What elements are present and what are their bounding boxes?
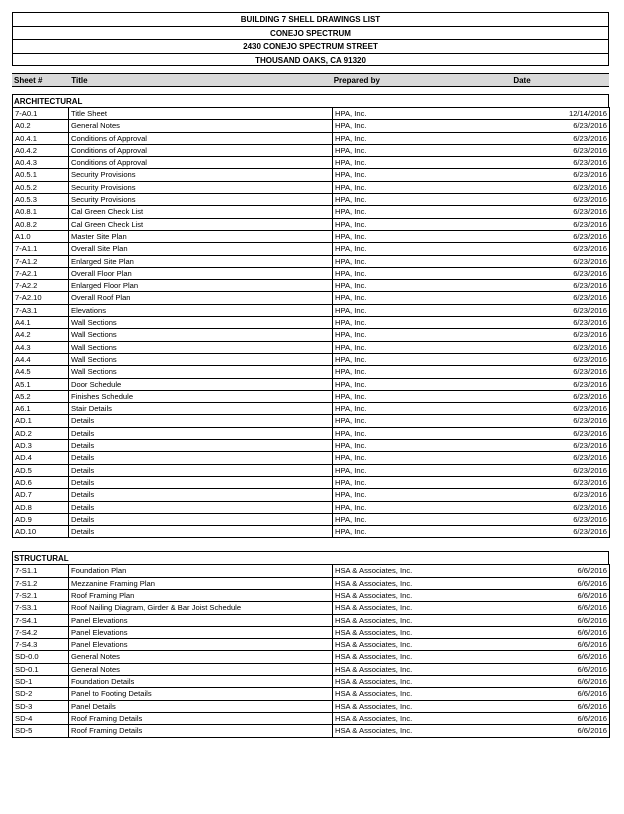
date-cell: 6/23/2016 (513, 464, 610, 476)
sheet-number-cell: SD-0.0 (13, 651, 69, 663)
table-row (13, 663, 610, 675)
date-cell: 6/23/2016 (513, 415, 610, 427)
table-row (13, 243, 610, 255)
prepared-by-cell: HPA, Inc. (333, 501, 513, 513)
table-row (13, 267, 610, 279)
column-header-row (12, 73, 609, 87)
date-cell: 6/23/2016 (513, 243, 610, 255)
table-row (13, 452, 610, 464)
prepared-by-cell: HSA & Associates, Inc. (333, 614, 513, 626)
sheet-number-cell: AD.4 (13, 452, 69, 464)
prepared-by-cell: HPA, Inc. (333, 452, 513, 464)
title-cell: Security Provisions (69, 181, 333, 193)
sheet-number-cell: SD-3 (13, 700, 69, 712)
table-row (13, 157, 610, 169)
sheet-number-cell: A0.5.1 (13, 169, 69, 181)
title-cell: Roof Framing Plan (69, 589, 333, 601)
date-cell: 6/6/2016 (513, 688, 610, 700)
date-cell: 6/23/2016 (513, 181, 610, 193)
sheet-number-cell: SD-1 (13, 676, 69, 688)
prepared-by-cell: HSA & Associates, Inc. (333, 712, 513, 724)
date-cell: 6/6/2016 (513, 626, 610, 638)
title-cell: General Notes (69, 663, 333, 675)
sheet-number-cell: A4.1 (13, 317, 69, 329)
table-row (13, 169, 610, 181)
title-cell: General Notes (69, 120, 333, 132)
sheet-number-cell: A0.8.2 (13, 218, 69, 230)
date-cell: 6/23/2016 (513, 292, 610, 304)
date-cell: 6/23/2016 (513, 120, 610, 132)
project-address: 2430 CONEJO SPECTRUM STREET (12, 39, 609, 53)
title-cell: Conditions of Approval (69, 144, 333, 156)
title-cell: Wall Sections (69, 353, 333, 365)
date-cell: 6/23/2016 (513, 230, 610, 242)
section-heading: ARCHITECTURAL (12, 94, 609, 107)
date-cell: 6/23/2016 (513, 489, 610, 501)
table-row (13, 390, 610, 402)
prepared-by-cell: HPA, Inc. (333, 476, 513, 488)
sheet-number-cell: 7-A2.1 (13, 267, 69, 279)
sheet-number-cell: 7-A2.10 (13, 292, 69, 304)
date-cell: 6/6/2016 (513, 614, 610, 626)
table-row (13, 614, 610, 626)
title-cell: Roof Nailing Diagram, Girder & Bar Joist Schedule (69, 602, 333, 614)
sheet-number-cell: A0.2 (13, 120, 69, 132)
table-row (13, 577, 610, 589)
section-heading: STRUCTURAL (12, 551, 609, 564)
sheet-number-cell: 7-A0.1 (13, 108, 69, 120)
date-cell: 6/23/2016 (513, 341, 610, 353)
project-name: CONEJO SPECTRUM (12, 26, 609, 40)
date-cell: 6/6/2016 (513, 700, 610, 712)
date-cell: 6/23/2016 (513, 378, 610, 390)
prepared-by-cell: HSA & Associates, Inc. (333, 639, 513, 651)
prepared-by-cell: HPA, Inc. (333, 378, 513, 390)
title-cell: Overall Floor Plan (69, 267, 333, 279)
sheet-number-cell: 7-A1.2 (13, 255, 69, 267)
table-row (13, 280, 610, 292)
sheet-number-cell: A0.4.2 (13, 144, 69, 156)
title-cell: Panel Elevations (69, 639, 333, 651)
title-cell: Cal Green Check List (69, 218, 333, 230)
prepared-by-cell: HPA, Inc. (333, 353, 513, 365)
prepared-by-cell: HPA, Inc. (333, 526, 513, 538)
date-cell: 6/23/2016 (513, 353, 610, 365)
prepared-by-cell: HSA & Associates, Inc. (333, 565, 513, 577)
title-cell: Foundation Details (69, 676, 333, 688)
sections-container (12, 94, 609, 738)
sheet-number-cell: 7-S4.3 (13, 639, 69, 651)
table-row (13, 602, 610, 614)
title-cell: Roof Framing Details (69, 712, 333, 724)
prepared-by-cell: HSA & Associates, Inc. (333, 577, 513, 589)
sheet-number-cell: SD-5 (13, 725, 69, 737)
date-cell: 6/6/2016 (513, 676, 610, 688)
prepared-by-cell: HPA, Inc. (333, 464, 513, 476)
prepared-by-cell: HPA, Inc. (333, 329, 513, 341)
date-cell: 6/23/2016 (513, 280, 610, 292)
sheet-number-cell: 7-S1.1 (13, 565, 69, 577)
sheet-number-cell: AD.9 (13, 513, 69, 525)
date-cell: 6/23/2016 (513, 194, 610, 206)
prepared-by-cell: HPA, Inc. (333, 243, 513, 255)
table-row (13, 292, 610, 304)
column-header-sheet: Sheet # (14, 76, 43, 85)
sheet-number-cell: AD.2 (13, 427, 69, 439)
table-row (13, 218, 610, 230)
prepared-by-cell: HSA & Associates, Inc. (333, 602, 513, 614)
title-cell: Wall Sections (69, 341, 333, 353)
title-cell: Enlarged Site Plan (69, 255, 333, 267)
date-cell: 6/6/2016 (513, 565, 610, 577)
title-cell: Wall Sections (69, 317, 333, 329)
prepared-by-cell: HPA, Inc. (333, 304, 513, 316)
table-row (13, 626, 610, 638)
sheet-number-cell: A0.4.1 (13, 132, 69, 144)
sheet-number-cell: A4.5 (13, 366, 69, 378)
title-cell: Title Sheet (69, 108, 333, 120)
title-cell: Conditions of Approval (69, 132, 333, 144)
prepared-by-cell: HPA, Inc. (333, 157, 513, 169)
title-cell: Panel to Footing Details (69, 688, 333, 700)
sheet-number-cell: A0.4.3 (13, 157, 69, 169)
date-cell: 6/23/2016 (513, 390, 610, 402)
prepared-by-cell: HSA & Associates, Inc. (333, 589, 513, 601)
project-city: THOUSAND OAKS, CA 91320 (12, 53, 609, 67)
title-cell: Finishes Schedule (69, 390, 333, 402)
table-row (13, 676, 610, 688)
date-cell: 12/14/2016 (513, 108, 610, 120)
title-cell: General Notes (69, 651, 333, 663)
prepared-by-cell: HSA & Associates, Inc. (333, 663, 513, 675)
table-row (13, 565, 610, 577)
drawings-table (12, 107, 610, 538)
table-row (13, 639, 610, 651)
title-cell: Roof Framing Details (69, 725, 333, 737)
section-spacer (12, 538, 609, 551)
table-row (13, 255, 610, 267)
prepared-by-cell: HPA, Inc. (333, 513, 513, 525)
prepared-by-cell: HPA, Inc. (333, 255, 513, 267)
table-row (13, 501, 610, 513)
date-cell: 6/23/2016 (513, 267, 610, 279)
title-cell: Security Provisions (69, 194, 333, 206)
title-cell: Details (69, 476, 333, 488)
title-cell: Panel Elevations (69, 626, 333, 638)
date-cell: 6/23/2016 (513, 452, 610, 464)
prepared-by-cell: HPA, Inc. (333, 132, 513, 144)
table-row (13, 194, 610, 206)
date-cell: 6/23/2016 (513, 427, 610, 439)
sheet-number-cell: 7-S3.1 (13, 602, 69, 614)
table-row (13, 144, 610, 156)
sheet-number-cell: A5.1 (13, 378, 69, 390)
date-cell: 6/23/2016 (513, 317, 610, 329)
title-cell: Elevations (69, 304, 333, 316)
prepared-by-cell: HSA & Associates, Inc. (333, 688, 513, 700)
title-cell: Security Provisions (69, 169, 333, 181)
sheet-number-cell: AD.3 (13, 440, 69, 452)
date-cell: 6/6/2016 (513, 639, 610, 651)
title-cell: Mezzanine Framing Plan (69, 577, 333, 589)
sheet-number-cell: 7-S2.1 (13, 589, 69, 601)
prepared-by-cell: HPA, Inc. (333, 194, 513, 206)
table-row (13, 120, 610, 132)
date-cell: 6/23/2016 (513, 526, 610, 538)
sheet-number-cell: A4.3 (13, 341, 69, 353)
date-cell: 6/6/2016 (513, 651, 610, 663)
prepared-by-cell: HSA & Associates, Inc. (333, 700, 513, 712)
sheet-number-cell: A0.8.1 (13, 206, 69, 218)
sheet-number-cell: SD-0.1 (13, 663, 69, 675)
column-header-prepared-by: Prepared by (333, 76, 380, 85)
table-row (13, 712, 610, 724)
date-cell: 6/23/2016 (513, 501, 610, 513)
sheet-number-cell: 7-S1.2 (13, 577, 69, 589)
date-cell: 6/23/2016 (513, 218, 610, 230)
table-row (13, 489, 610, 501)
sheet-number-cell: A0.5.2 (13, 181, 69, 193)
date-cell: 6/23/2016 (513, 132, 610, 144)
prepared-by-cell: HPA, Inc. (333, 390, 513, 402)
date-cell: 6/23/2016 (513, 144, 610, 156)
prepared-by-cell: HPA, Inc. (333, 427, 513, 439)
column-header-title: Title (71, 76, 88, 85)
prepared-by-cell: HPA, Inc. (333, 144, 513, 156)
sheet-number-cell: A1.0 (13, 230, 69, 242)
table-row (13, 206, 610, 218)
title-cell: Enlarged Floor Plan (69, 280, 333, 292)
title-cell: Master Site Plan (69, 230, 333, 242)
date-cell: 6/23/2016 (513, 206, 610, 218)
table-row (13, 403, 610, 415)
document-title: BUILDING 7 SHELL DRAWINGS LIST (12, 12, 609, 26)
sheet-number-cell: 7-S4.1 (13, 614, 69, 626)
title-cell: Overall Site Plan (69, 243, 333, 255)
table-row (13, 464, 610, 476)
prepared-by-cell: HSA & Associates, Inc. (333, 725, 513, 737)
prepared-by-cell: HPA, Inc. (333, 280, 513, 292)
prepared-by-cell: HPA, Inc. (333, 366, 513, 378)
date-cell: 6/6/2016 (513, 712, 610, 724)
date-cell: 6/6/2016 (513, 725, 610, 737)
table-row (13, 427, 610, 439)
prepared-by-cell: HPA, Inc. (333, 181, 513, 193)
table-row (13, 725, 610, 737)
drawings-table (12, 564, 610, 737)
date-cell: 6/6/2016 (513, 589, 610, 601)
date-cell: 6/23/2016 (513, 513, 610, 525)
prepared-by-cell: HPA, Inc. (333, 317, 513, 329)
date-cell: 6/23/2016 (513, 255, 610, 267)
table-row (13, 341, 610, 353)
date-cell: 6/6/2016 (513, 602, 610, 614)
sheet-number-cell: 7-A1.1 (13, 243, 69, 255)
title-cell: Details (69, 415, 333, 427)
prepared-by-cell: HPA, Inc. (333, 108, 513, 120)
sheet-number-cell: A6.1 (13, 403, 69, 415)
table-row (13, 353, 610, 365)
sheet-number-cell: 7-A2.2 (13, 280, 69, 292)
prepared-by-cell: HSA & Associates, Inc. (333, 651, 513, 663)
sheet-number-cell: AD.10 (13, 526, 69, 538)
title-cell: Details (69, 440, 333, 452)
prepared-by-cell: HSA & Associates, Inc. (333, 676, 513, 688)
prepared-by-cell: HPA, Inc. (333, 292, 513, 304)
table-row (13, 366, 610, 378)
prepared-by-cell: HPA, Inc. (333, 415, 513, 427)
prepared-by-cell: HPA, Inc. (333, 267, 513, 279)
date-cell: 6/23/2016 (513, 304, 610, 316)
title-cell: Door Schedule (69, 378, 333, 390)
table-row (13, 329, 610, 341)
prepared-by-cell: HPA, Inc. (333, 489, 513, 501)
date-cell: 6/23/2016 (513, 169, 610, 181)
sheet-number-cell: SD-2 (13, 688, 69, 700)
table-row (13, 181, 610, 193)
sheet-number-cell: AD.5 (13, 464, 69, 476)
title-cell: Details (69, 427, 333, 439)
sheet-number-cell: AD.1 (13, 415, 69, 427)
table-row (13, 440, 610, 452)
prepared-by-cell: HPA, Inc. (333, 120, 513, 132)
title-cell: Cal Green Check List (69, 206, 333, 218)
prepared-by-cell: HPA, Inc. (333, 341, 513, 353)
table-row (13, 378, 610, 390)
title-cell: Details (69, 452, 333, 464)
table-row (13, 415, 610, 427)
table-row (13, 304, 610, 316)
sheet-number-cell: SD-4 (13, 712, 69, 724)
title-cell: Details (69, 526, 333, 538)
date-cell: 6/23/2016 (513, 403, 610, 415)
prepared-by-cell: HPA, Inc. (333, 206, 513, 218)
table-row (13, 651, 610, 663)
table-row (13, 700, 610, 712)
title-cell: Panel Details (69, 700, 333, 712)
drawings-list-sheet (12, 12, 609, 738)
title-cell: Details (69, 489, 333, 501)
title-cell: Details (69, 464, 333, 476)
prepared-by-cell: HPA, Inc. (333, 230, 513, 242)
sheet-number-cell: AD.7 (13, 489, 69, 501)
date-cell: 6/6/2016 (513, 663, 610, 675)
sheet-number-cell: A4.4 (13, 353, 69, 365)
table-row (13, 526, 610, 538)
title-cell: Stair Details (69, 403, 333, 415)
date-cell: 6/23/2016 (513, 440, 610, 452)
table-row (13, 230, 610, 242)
table-row (13, 513, 610, 525)
sheet-number-cell: 7-S4.2 (13, 626, 69, 638)
table-row (13, 132, 610, 144)
date-cell: 6/23/2016 (513, 157, 610, 169)
sheet-number-cell: A0.5.3 (13, 194, 69, 206)
title-cell: Details (69, 513, 333, 525)
date-cell: 6/23/2016 (513, 329, 610, 341)
table-row (13, 688, 610, 700)
title-cell: Wall Sections (69, 366, 333, 378)
title-cell: Overall Roof Plan (69, 292, 333, 304)
table-row (13, 108, 610, 120)
sheet-number-cell: AD.6 (13, 476, 69, 488)
date-cell: 6/23/2016 (513, 476, 610, 488)
title-cell: Conditions of Approval (69, 157, 333, 169)
prepared-by-cell: HSA & Associates, Inc. (333, 626, 513, 638)
prepared-by-cell: HPA, Inc. (333, 218, 513, 230)
title-cell: Panel Elevations (69, 614, 333, 626)
table-row (13, 317, 610, 329)
sheet-number-cell: A4.2 (13, 329, 69, 341)
prepared-by-cell: HPA, Inc. (333, 403, 513, 415)
title-cell: Details (69, 501, 333, 513)
table-row (13, 476, 610, 488)
column-header-date: Date (513, 76, 531, 85)
sheet-number-cell: AD.8 (13, 501, 69, 513)
table-row (13, 589, 610, 601)
title-cell: Wall Sections (69, 329, 333, 341)
date-cell: 6/6/2016 (513, 577, 610, 589)
sheet-number-cell: 7-A3.1 (13, 304, 69, 316)
prepared-by-cell: HPA, Inc. (333, 169, 513, 181)
sheet-number-cell: A5.2 (13, 390, 69, 402)
title-cell: Foundation Plan (69, 565, 333, 577)
date-cell: 6/23/2016 (513, 366, 610, 378)
prepared-by-cell: HPA, Inc. (333, 440, 513, 452)
